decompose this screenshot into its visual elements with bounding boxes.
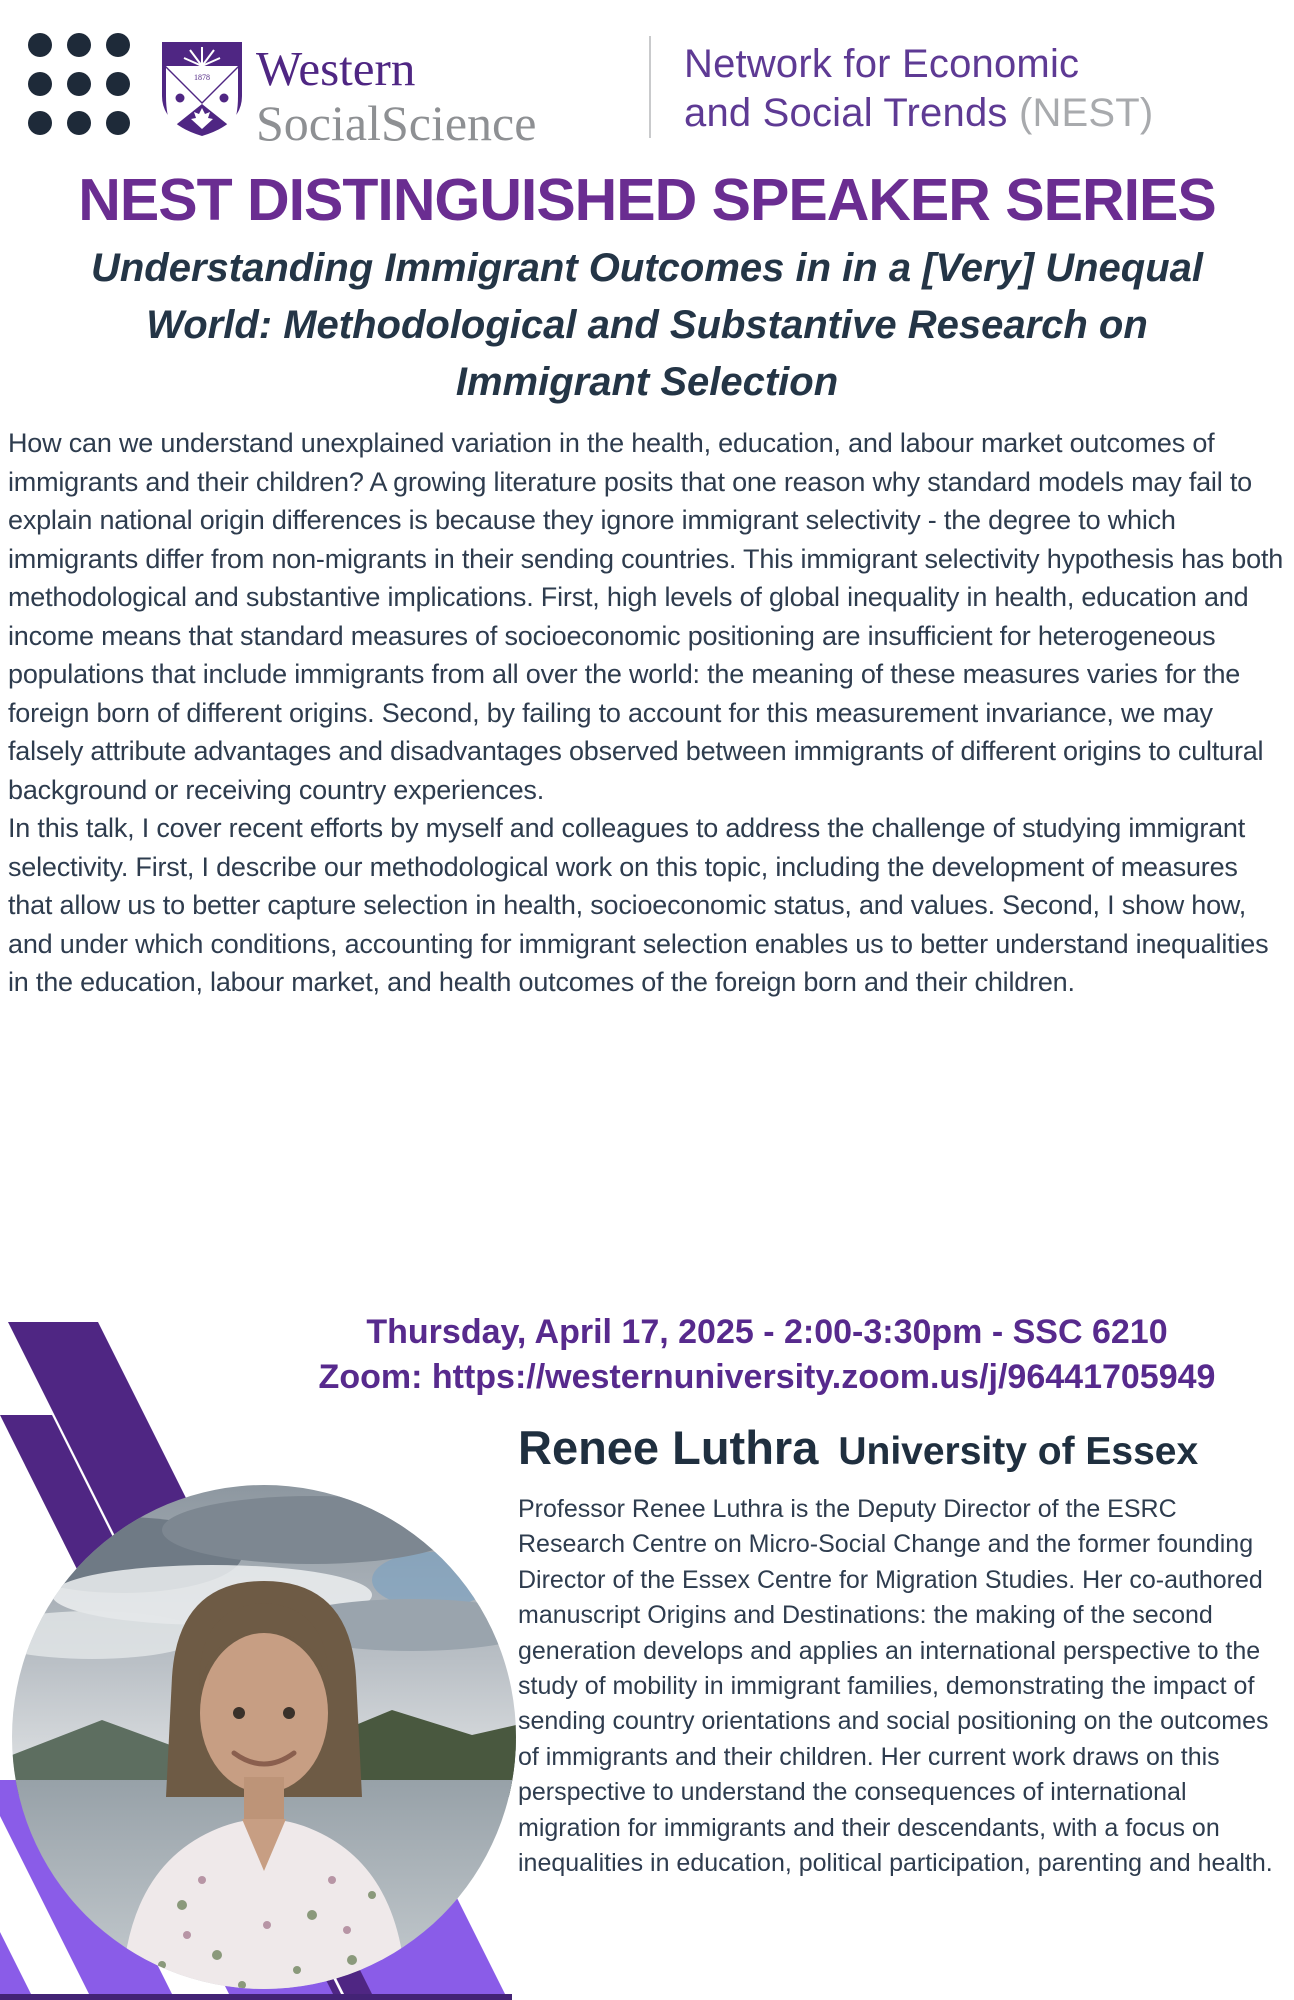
- dot: [28, 72, 52, 96]
- speaker-heading: [518, 1420, 1198, 1475]
- western-dots-logo: [28, 33, 130, 135]
- abstract-paragraph-1: How can we understand unexplained variation in the health, education, and labour market outcomes of immigrants and their children? A growing literature posits that one reason why standard models may fail to explain national origin differences is because they ignore immigrant selectivity - the degree to which immigrants differ from non-migrants in their sending countries. This immigrant selectivity hypothesis has both methodological and substantive implications. First, high levels of global inequality in health, education and income means that standard measures of socioeconomic positioning are insufficient for heterogeneous populations that include immigrants from all over the world: the meaning of these measures varies for the foreign born of different origins. Second, by failing to account for this measurement invariance, we may falsely attribute advantages and disadvantages observed between immigrants of different origins to cultural background or receiving country experiences.: [8, 428, 1284, 805]
- dot: [28, 111, 52, 135]
- nest-line2: and Social Trends: [684, 91, 1008, 135]
- wordmark-western: Western: [256, 41, 416, 96]
- western-socialscience-wordmark: [256, 41, 537, 151]
- nest-line2-wrap: [684, 89, 1153, 138]
- shield-year: 1878: [194, 73, 210, 82]
- dot: [67, 33, 91, 57]
- event-datetime-location: Thursday, April 17, 2025 - 2:00-3:30pm - SSC 6210: [366, 1313, 1168, 1351]
- abstract: [8, 424, 1286, 1002]
- nest-acronym: (NEST): [1018, 91, 1154, 135]
- dot: [106, 33, 130, 57]
- header-divider: [649, 36, 651, 138]
- speaker-photo: [12, 1485, 516, 1989]
- speaker-affiliation: University of Essex: [838, 1430, 1199, 1473]
- dot: [67, 72, 91, 96]
- talk-title: Understanding Immigrant Outcomes in in a [Very] Unequal World: Methodological and Substantive Research on Immigrant Selection: [90, 246, 1203, 404]
- western-shield-icon: [160, 40, 244, 138]
- dot: [106, 72, 130, 96]
- wordmark-socialscience: SocialScience: [256, 94, 537, 151]
- dot: [67, 111, 91, 135]
- nest-line1: Network for Economic: [684, 42, 1080, 86]
- speaker-bio: Professor Renee Luthra is the Deputy Director of the ESRC Research Centre on Micro-Social Change and the former founding Director of the Essex Centre for Migration Studies. Her co-authored manuscript Origins and Destinations: the making of the second generation develops and applies an international perspective to the study of mobility in immigrant families, demonstrating the impact of sending country orientations and social positioning on the outcomes of immigrants and their children. Her current work draws on this perspective to understand the consequences of international migration for immigrants and their descendants, with a focus on inequalities in education, political participation, parenting and health.: [518, 1495, 1273, 1878]
- abstract-paragraph-2: In this talk, I cover recent efforts by myself and colleagues to address the challenge of studying immigrant selectivity. First, I describe our methodological work on this topic, including the development of measures that allow us to better capture selection in health, socioeconomic status, and values. Second, I show how, and under which conditions, accounting for immigrant selection enables us to better understand inequalities in the education, labour market, and health outcomes of the foreign born and their children.: [8, 813, 1269, 997]
- page-title: NEST DISTINGUISHED SPEAKER SERIES: [78, 167, 1216, 233]
- dot: [28, 33, 52, 57]
- nest-network-title: [684, 40, 1153, 138]
- speaker-name: Renee Luthra: [518, 1421, 819, 1474]
- zoom-link[interactable]: Zoom: https://westernuniversity.zoom.us/j/96441705949: [318, 1358, 1216, 1396]
- dot: [106, 111, 130, 135]
